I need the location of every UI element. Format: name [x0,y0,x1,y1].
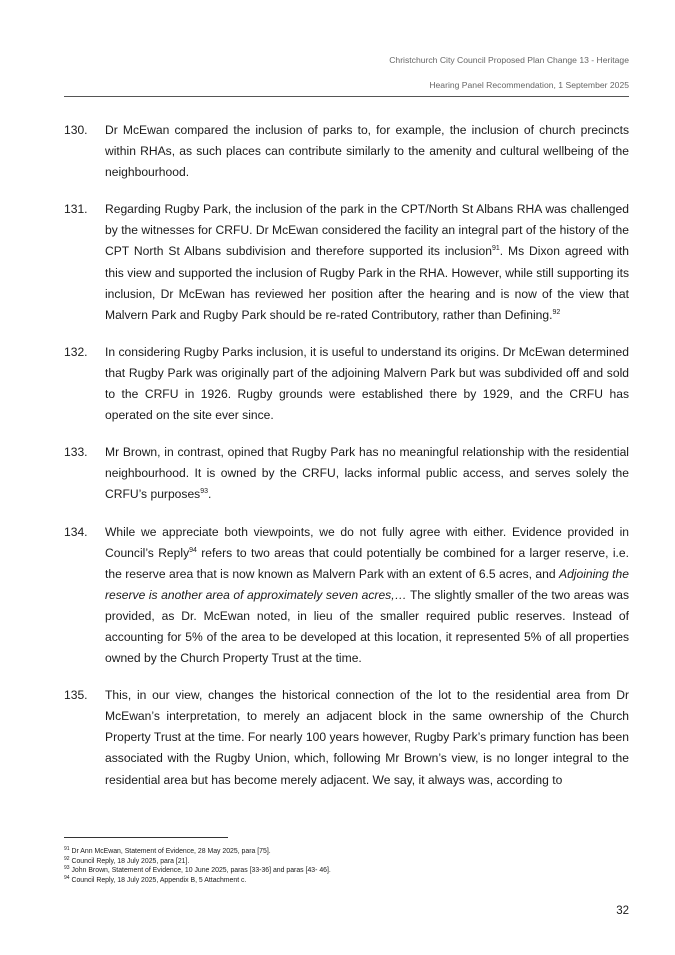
text-run: In considering Rugby Parks inclusion, it is useful to understand its origins. Dr McEwan determined that Rugby Park was originally part of the adjoining Malvern Park but was subdivided off and sold to the CRFU in 1926. Rugby grounds were established there by 1929, and the CRFU has operated on the site ever since. [105,344,629,423]
paragraph [64,522,629,670]
footnote-reference: 91 [491,245,500,253]
footnotes [64,847,629,885]
text-run: Mr Brown, in contrast, opined that Rugby Park has no meaningful relationship with the residential neighbourhood. It is owned by the CRFU, lacks informal public access, and serves solely the CRFU’s purposes [105,445,629,502]
text-run: refers to two areas that could potentially be combined for a larger reserve, i.e. the reserve area that is now known as Malvern Park with an extent of 6.5 acres, and [105,545,629,581]
footnote [64,876,629,886]
footnote-reference: 93 [200,488,209,496]
footnote [64,866,629,876]
text-run: Dr McEwan compared the inclusion of parks to, for example, the inclusion of church precincts within RHAs, as such places can contribute similarly to the amenity and cultural wellbeing of the neighbourhood. [105,123,629,180]
header-subtitle: Hearing Panel Recommendation, 1 September 2025 [429,80,629,90]
text-run: . [208,487,212,502]
footnote-number: 94 [64,874,70,881]
paragraph [64,199,629,326]
text-run: While we appreciate both viewpoints, we do not fully agree with either. Evidence provided in Council’s Reply [105,524,629,560]
paragraph-text [105,522,629,670]
footnote-text: Council Reply, 18 July 2025, Appendix B, 5 Attachment c. [71,876,247,884]
paragraph-number: 135. [64,688,88,703]
page-number: 32 [616,905,629,917]
paragraph [64,120,629,183]
text-run: The slightly smaller of the two areas was provided, as Dr. McEwan noted, in lieu of the smaller required public reserves. Instead of accounting for 5% of the area to be developed at this location, it represented 5% of all properties owned by the Church Property Trust at the time. [105,587,629,666]
paragraph [64,442,629,505]
paragraph-number: 131. [64,202,88,217]
paragraph-text [105,199,629,326]
text-run: This, in our view, changes the historical connection of the lot to the residential area from Dr McEwan’s interpretation, to merely an adjacent block in the same ownership of the Church Property Trust at the time. For nearly 100 years however, Rugby Park’s primary function has been associated with the Rugby Union, which, following Mr Brown’s view, is no longer integral to the residential area but has become merely adjacent. We say, it always was, according to [105,688,629,787]
paragraph-text [105,685,629,790]
paragraph [64,342,629,426]
footnote-reference: 92 [552,308,561,316]
footnote [64,847,629,857]
footnote-reference: 94 [189,546,197,554]
quoted-text: Adjoining the reserve is another area of approximately seven acres,… [105,566,629,602]
paragraph-number: 133. [64,445,88,460]
text-run: . Ms Dixon agreed with this view and supported the inclusion of Rugby Park in the RHA. However, while still supporting its inclusion, Dr McEwan has reviewed her position after the hearing and is now of the view that Malvern Park and Rugby Park should be re-rated Contributory, rather than Defining. [105,244,629,322]
footnote [64,857,629,867]
footnote-number: 92 [64,855,70,862]
paragraph-text [105,120,629,183]
paragraph-number: 134. [64,524,88,539]
paragraph-number: 132. [64,344,88,359]
paragraph-text [105,342,629,426]
text-run: Regarding Rugby Park, the inclusion of the park in the CPT/North St Albans RHA was challenged by the witnesses for CRFU. Dr McEwan considered the facility an integral part of the history of the CPT North St Albans subdivision and therefore supported its inclusion [105,202,629,259]
header-divider [64,96,629,97]
footnote-text: Council Reply, 18 July 2025, para [21]. [71,857,190,865]
paragraph-number: 130. [64,123,88,137]
header-title: Christchurch City Council Proposed Plan Change 13 - Heritage [389,55,629,65]
footnote-text: Dr Ann McEwan, Statement of Evidence, 28 May 2025, para [75]. [71,848,271,855]
body-paragraphs [64,120,629,807]
footnote-number: 93 [64,865,70,872]
footnote-divider [64,837,228,838]
paragraph-text [105,442,629,505]
footnote-text: John Brown, Statement of Evidence, 10 June 2025, paras [33-36] and paras [43- 46]. [71,867,331,875]
footnote-number: 91 [64,846,70,852]
paragraph [64,685,629,790]
